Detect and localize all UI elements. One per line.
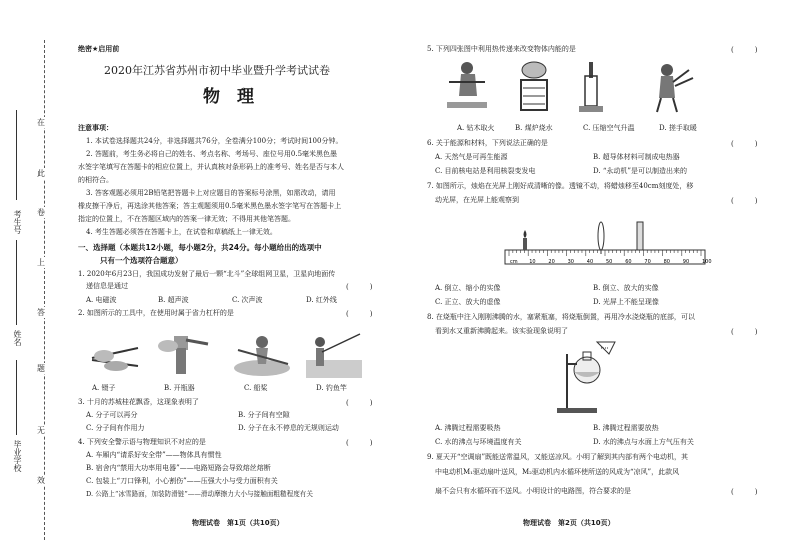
compressed-air-figure xyxy=(577,60,613,116)
q6-stem: 6. 关于能源和材料，下列说法正确的是 xyxy=(427,139,548,147)
page-footer: 物理试卷 第1页（共10页） xyxy=(192,519,284,527)
margin-char: 答 xyxy=(37,308,45,317)
ruler-tick-label: 30 xyxy=(567,259,574,265)
right-page xyxy=(397,0,794,560)
q8-option-b: B. 沸腾过程需要放热 xyxy=(593,424,659,432)
q5-option-b: B. 煤炉烧水 xyxy=(515,124,553,132)
q4-option-d: D. 公路上“冰雪路面，加装防滑链”——滑动摩擦力大小与接触面粗糙程度有关 xyxy=(86,490,313,498)
q5-option-a: A. 钻木取火 xyxy=(457,124,495,132)
lens-icon xyxy=(598,222,604,250)
ruler-tick-label: 20 xyxy=(548,259,555,265)
margin-char: 卷 xyxy=(37,208,45,217)
ruler-ticks xyxy=(509,250,712,265)
q8-stem-cont: 看到水又重新沸腾起来。该实验现象说明了 xyxy=(435,327,568,335)
notice-line: 4. 考生答题必须答在答题卡上，在试卷和草稿纸上一律无效。 xyxy=(86,228,277,236)
ruler-tick-label: 80 xyxy=(663,259,670,265)
notice-line: 3. 答客观题必须用2B铅笔把答题卡上对应题目的答案标号涂黑，如需改动，请用 xyxy=(86,189,336,197)
exam-title: 2020年江苏省苏州市初中毕业暨升学考试试卷 xyxy=(104,64,330,77)
margin-char: 在 xyxy=(37,118,45,127)
drill-fire-figure xyxy=(439,58,495,116)
answer-blank: ( ) xyxy=(731,140,758,148)
q1-stem-cont: 递信息是通过 xyxy=(86,282,128,290)
answer-blank: ( ) xyxy=(346,283,373,291)
q5-stem: 5. 下列四张图中利用热传递来改变物体内能的是 xyxy=(427,45,576,53)
tweezers-figure xyxy=(86,336,142,376)
q3-option-b: B. 分子间有空隙 xyxy=(238,411,290,419)
q8-option-c: C. 水的沸点与环境温度有关 xyxy=(435,438,522,446)
margin-char: 上 xyxy=(37,258,45,267)
q6-option-d: D. “永动机”是可以制造出来的 xyxy=(593,167,687,175)
ruler-tick-label: 90 xyxy=(682,259,690,265)
screen-icon xyxy=(637,222,643,250)
candle-icon xyxy=(523,238,527,250)
notice-line: 指定的位置上，不在答题区域内的答案一律无效；不得用其他笔答题。 xyxy=(78,215,295,223)
q6-option-a: A. 天然气是可再生能源 xyxy=(435,153,508,161)
fill-line xyxy=(16,360,17,435)
q3-option-a: A. 分子可以再分 xyxy=(86,411,138,419)
q8-stem: 8. 在烧瓶中注入刚刚沸腾的水，塞紧瓶塞，将烧瓶倒置，再用冷水浇烧瓶的底部，可以 xyxy=(427,313,695,321)
notice-line: 2. 答题前，考生务必将自己的姓名、考点名称、考场号、座位号用0.5毫米黑色墨 xyxy=(86,150,338,158)
q5-option-d: D. 搓手取暖 xyxy=(659,124,697,132)
q9-stem: 9. 夏天开“空调扇”既能送常温风，又能送凉风。小明了解到其内部有两个电动机，其 xyxy=(427,453,689,461)
notice-line: 1. 本试卷选择题共24分，非选择题共76分，全卷满分100分；考试时间100分钟。 xyxy=(86,137,343,145)
q1-option-a: A. 电磁波 xyxy=(86,296,117,304)
answer-blank: ( ) xyxy=(731,328,758,336)
notice-line: 橡皮擦干净后，再选涂其他答案；答主观题须用0.5毫米黑色墨水签字笔写在答题卡上 xyxy=(78,202,342,210)
coal-stove-figure xyxy=(509,58,559,116)
q9-stem-cont: 扇不会只有水循环而不送风。小明设计的电路图，符合要求的是 xyxy=(435,487,631,495)
answer-blank: ( ) xyxy=(731,46,758,54)
q3-option-c: C. 分子间有作用力 xyxy=(86,424,145,432)
q4-option-b: B. 宿舍内“禁用大功率用电器”——电路短路会导致熔丝熔断 xyxy=(86,464,271,472)
ruler-tick-label: 10 xyxy=(529,259,536,265)
secret-mark: 绝密★启用前 xyxy=(78,45,120,53)
q8-option-a: A. 沸腾过程需要吸热 xyxy=(435,424,501,432)
q3-option-d: D. 分子在永不停息的无规则运动 xyxy=(238,424,339,432)
margin-char: 效 xyxy=(37,476,45,485)
q7-stem-cont: 动光屏，在光屏上能观察到 xyxy=(435,196,519,204)
q7-option-b: B. 倒立、放大的实像 xyxy=(593,284,659,292)
ruler-tick-label: 100 xyxy=(702,259,712,265)
ruler-tick-label: 50 xyxy=(606,259,613,265)
answer-blank: ( ) xyxy=(731,488,758,496)
school-label: 毕业学校 xyxy=(13,440,22,472)
ruler-tick-label: 40 xyxy=(586,259,594,265)
subject-title: 物 理 xyxy=(203,87,254,107)
examinee-number-label: 考生号 xyxy=(13,210,22,234)
margin-char: 此 xyxy=(37,169,45,178)
flask-experiment-figure xyxy=(553,334,633,416)
answer-blank: ( ) xyxy=(346,439,373,447)
q2-stem: 2. 如图所示的工具中，在使用时属于省力杠杆的是 xyxy=(78,309,234,317)
q4-option-a: A. 车厢内“请系好安全带”——物体具有惯性 xyxy=(86,451,222,459)
rubbing-hands-figure xyxy=(645,56,701,116)
q3-stem: 3. 十月的苏城桂花飘香，这现象表明了 xyxy=(78,398,199,406)
fill-line xyxy=(16,110,17,200)
q7-option-a: A. 倒立、缩小的实像 xyxy=(435,284,501,292)
answer-blank: ( ) xyxy=(346,310,373,318)
q7-stem: 7. 如图所示，烛焰在光屏上刚好成清晰的像。透镜不动，将蜡烛移至40cm刻度处，移 xyxy=(427,182,694,190)
margin-char: 题 xyxy=(37,364,45,373)
q8-option-d: D. 水的沸点与水面上方气压有关 xyxy=(593,438,694,446)
flame-icon xyxy=(524,230,527,238)
q4-option-c: C. 包装上“刀口锋利，小心割伤”——压强大小与受力面积有关 xyxy=(86,477,278,485)
q7-option-c: C. 正立、放大的虚像 xyxy=(435,298,501,306)
q7-option-d: D. 光屏上不能呈现像 xyxy=(593,298,659,306)
answer-blank: ( ) xyxy=(731,197,758,205)
fishing-rod-figure xyxy=(306,330,362,378)
ruler-tick-label: 60 xyxy=(625,259,632,265)
q1-option-d: D. 红外线 xyxy=(306,296,337,304)
section-heading: 一、选择题（本题共12小题，每小题2分，共24分。每小题给出的选项中 xyxy=(78,243,322,252)
binding-line xyxy=(44,40,45,540)
notice-heading: 注意事项： xyxy=(78,124,113,132)
oar-figure xyxy=(234,330,290,378)
section-heading-cont: 只有一个选项符合题意） xyxy=(100,256,183,265)
fill-line xyxy=(16,240,17,325)
q5-option-c: C. 压缩空气升温 xyxy=(583,124,635,132)
q6-option-c: C. 目前核电站是利用核裂变发电 xyxy=(435,167,536,175)
q4-stem: 4. 下列安全警示语与物理知识不对应的是 xyxy=(78,438,206,446)
notice-line: 水签字笔填写在答题卡的相应位置上，并认真核对条形码上的准考号、姓名是否与本人 xyxy=(78,163,344,171)
margin-char: 无 xyxy=(37,426,45,435)
ruler-tick-label: 70 xyxy=(644,259,651,265)
optical-bench-figure xyxy=(505,218,712,274)
q2-option-d: D. 钓鱼竿 xyxy=(316,384,347,392)
page-footer: 物理试卷 第2页（共10页） xyxy=(523,519,615,527)
ruler-tick-label: cm xyxy=(510,259,518,265)
q1-option-c: C. 次声波 xyxy=(232,296,263,304)
q2-option-a: A. 镊子 xyxy=(92,384,116,392)
q1-option-b: B. 超声波 xyxy=(158,296,189,304)
q2-option-b: B. 开瓶器 xyxy=(164,384,195,392)
q9-stem-cont: 中电动机M₁驱动扇叶送风，M₂驱动机内水循环使所送的风成为“凉风”，此款风 xyxy=(435,468,680,476)
answer-blank: ( ) xyxy=(346,399,373,407)
q1-stem: 1. 2020年6月23日，我国成功发射了最后一颗“北斗”全球组网卫星，卫星向地面传 xyxy=(78,270,336,278)
q6-option-b: B. 超导体材料可制成电热器 xyxy=(593,153,680,161)
bottle-opener-figure xyxy=(156,330,212,378)
name-label: 姓名 xyxy=(13,330,22,346)
q2-option-c: C. 船桨 xyxy=(244,384,268,392)
notice-line: 的相符合。 xyxy=(78,176,113,184)
